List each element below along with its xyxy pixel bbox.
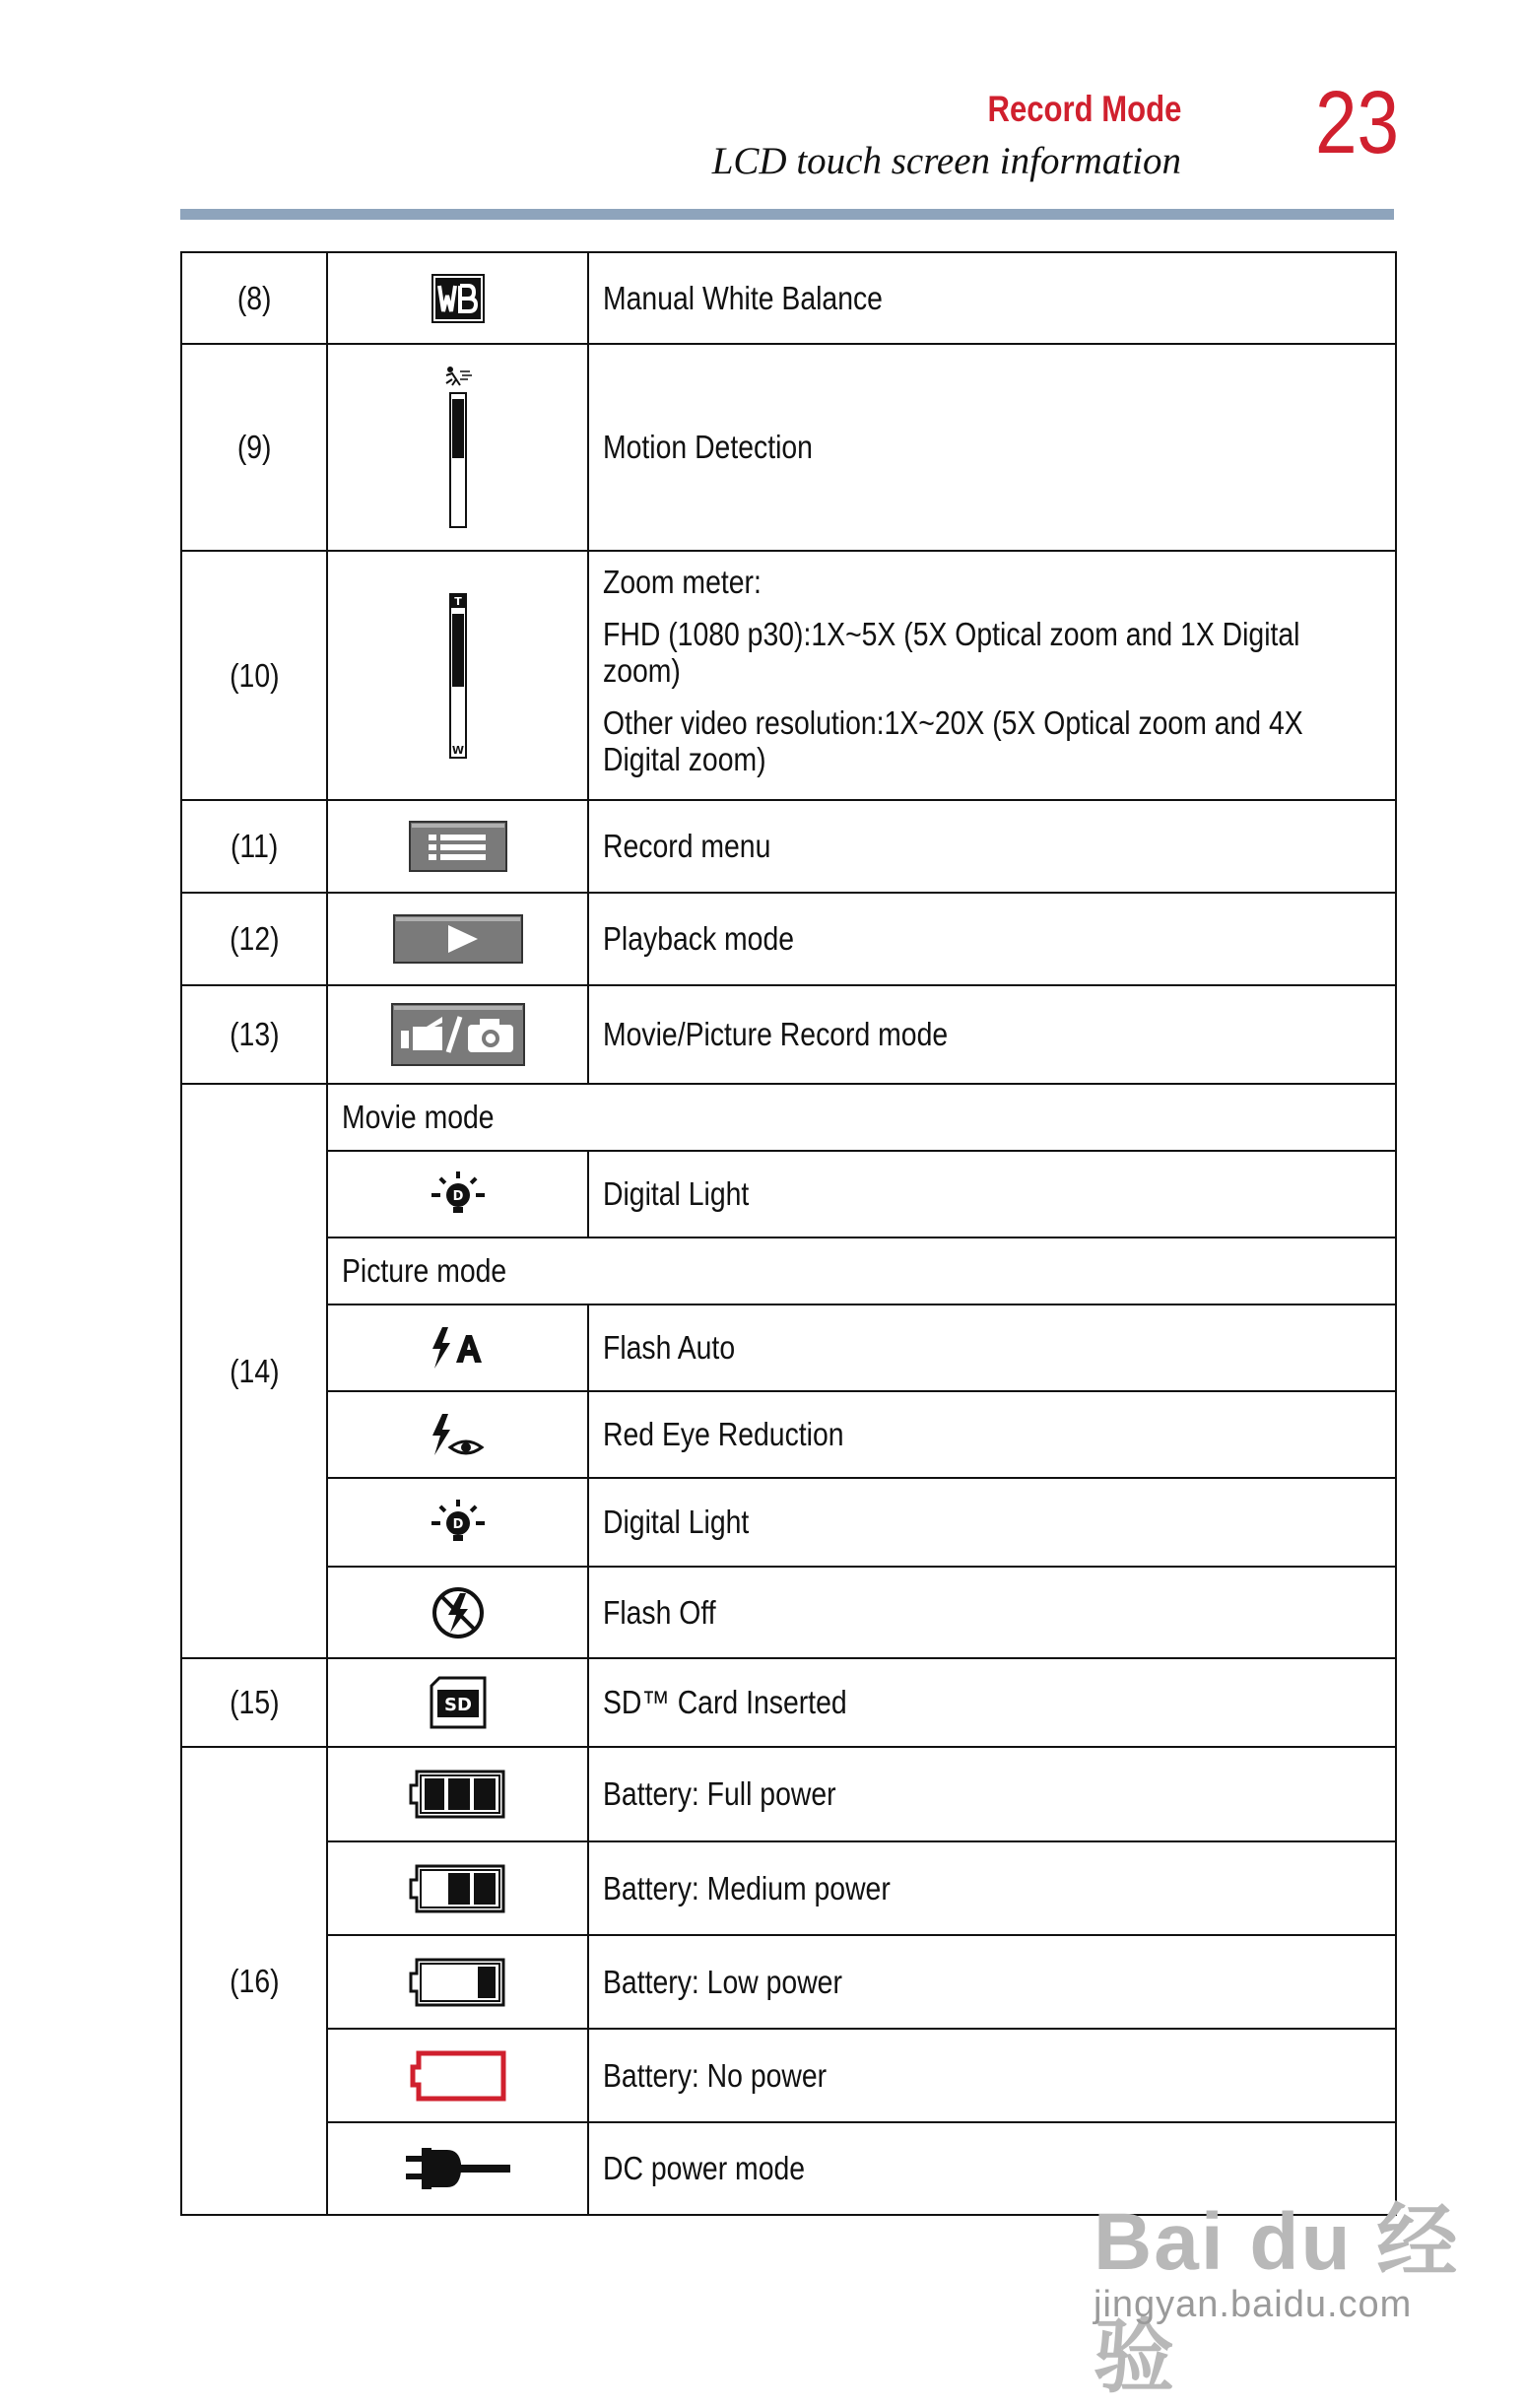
table-row bbox=[181, 1304, 1396, 1391]
svg-text:D: D bbox=[452, 1189, 463, 1204]
digital-light-icon bbox=[327, 1478, 588, 1567]
red-eye-icon bbox=[327, 1391, 588, 1478]
row-description: Flash Auto bbox=[588, 1304, 1396, 1391]
battery-medium-icon bbox=[327, 1841, 588, 1935]
row-number: (16) bbox=[181, 1747, 327, 2215]
zoom-meter-icon bbox=[327, 551, 588, 800]
section-title: Record Mode bbox=[987, 89, 1181, 129]
table-row bbox=[181, 1391, 1396, 1478]
table-row bbox=[181, 1935, 1396, 2029]
playback-icon bbox=[327, 893, 588, 985]
battery-full-icon bbox=[327, 1747, 588, 1841]
row-description: Battery: Medium power bbox=[588, 1841, 1396, 1935]
row-description: Record menu bbox=[588, 800, 1396, 893]
zoom-bottom-label: W bbox=[451, 743, 464, 757]
table-row bbox=[181, 1237, 1396, 1304]
battery-empty-icon bbox=[327, 2029, 588, 2122]
row-description: Battery: No power bbox=[588, 2029, 1396, 2122]
row-number: (8) bbox=[181, 252, 327, 344]
row-number: (14) bbox=[181, 1084, 327, 1658]
table-row bbox=[181, 1658, 1396, 1747]
row-description: Flash Off bbox=[588, 1567, 1396, 1658]
row-description: Red Eye Reduction bbox=[588, 1391, 1396, 1478]
record-menu-icon bbox=[327, 800, 588, 893]
sd-card-icon bbox=[327, 1658, 588, 1747]
icon-table bbox=[180, 251, 1397, 2216]
row-number: (13) bbox=[181, 985, 327, 1084]
table-row bbox=[181, 344, 1396, 551]
row-description: Digital Light bbox=[588, 1478, 1396, 1567]
dc-power-icon bbox=[327, 2122, 588, 2215]
flash-auto-icon bbox=[327, 1304, 588, 1391]
table-row bbox=[181, 252, 1396, 344]
zoom-top-label: T bbox=[453, 594, 462, 608]
row-number: (10) bbox=[181, 551, 327, 800]
row-number: (11) bbox=[181, 800, 327, 893]
flash-off-icon bbox=[327, 1567, 588, 1658]
table-row bbox=[181, 1084, 1396, 1151]
row-description: Battery: Low power bbox=[588, 1935, 1396, 2029]
manual-white-balance-icon bbox=[327, 252, 588, 344]
table-row bbox=[181, 1478, 1396, 1567]
row-description: Motion Detection bbox=[588, 344, 1396, 551]
table-row bbox=[181, 893, 1396, 985]
row-description: Digital Light bbox=[588, 1151, 1396, 1237]
table-row bbox=[181, 1567, 1396, 1658]
zoom-meter-other: Other video resolution:1X~20X (5X Optical zoom and 4X Digital zoom) bbox=[603, 703, 1303, 777]
row-number: (15) bbox=[181, 1658, 327, 1747]
svg-text:D: D bbox=[452, 1517, 463, 1532]
row-description bbox=[588, 551, 1396, 800]
zoom-meter-title: Zoom meter: bbox=[603, 564, 762, 601]
zoom-meter-fhd: FHD (1080 p30):1X~5X (5X Optical zoom and 1X Digital zoom) bbox=[603, 616, 1300, 690]
row-number: (9) bbox=[181, 344, 327, 551]
table-row bbox=[181, 1151, 1396, 1237]
row-description: Movie/Picture Record mode bbox=[588, 985, 1396, 1084]
page-subtitle: LCD touch screen information bbox=[711, 140, 1181, 182]
watermark-url: jingyan.baidu.com bbox=[1094, 2284, 1413, 2325]
motion-detection-icon bbox=[327, 344, 588, 551]
row-description: Playback mode bbox=[588, 893, 1396, 985]
watermark-logo: Bai du 经验 bbox=[1094, 2197, 1460, 2402]
row-description: Battery: Full power bbox=[588, 1747, 1396, 1841]
header-rule bbox=[180, 209, 1394, 220]
table-row bbox=[181, 1841, 1396, 1935]
row-description: DC power mode bbox=[588, 2122, 1396, 2215]
table-row bbox=[181, 985, 1396, 1084]
table-row bbox=[181, 2029, 1396, 2122]
sd-label: SD bbox=[443, 1695, 472, 1715]
digital-light-icon bbox=[327, 1151, 588, 1237]
page-number: 23 bbox=[1315, 74, 1400, 172]
table-row bbox=[181, 1747, 1396, 1841]
table-row bbox=[181, 800, 1396, 893]
row-description: SD™ Card Inserted bbox=[588, 1658, 1396, 1747]
row-number: (12) bbox=[181, 893, 327, 985]
battery-low-icon bbox=[327, 1935, 588, 2029]
row-description: Manual White Balance bbox=[588, 252, 1396, 344]
table-row bbox=[181, 551, 1396, 800]
movie-mode-heading: Movie mode bbox=[327, 1084, 1396, 1151]
picture-mode-heading: Picture mode bbox=[327, 1237, 1396, 1304]
movie-picture-icon bbox=[327, 985, 588, 1084]
